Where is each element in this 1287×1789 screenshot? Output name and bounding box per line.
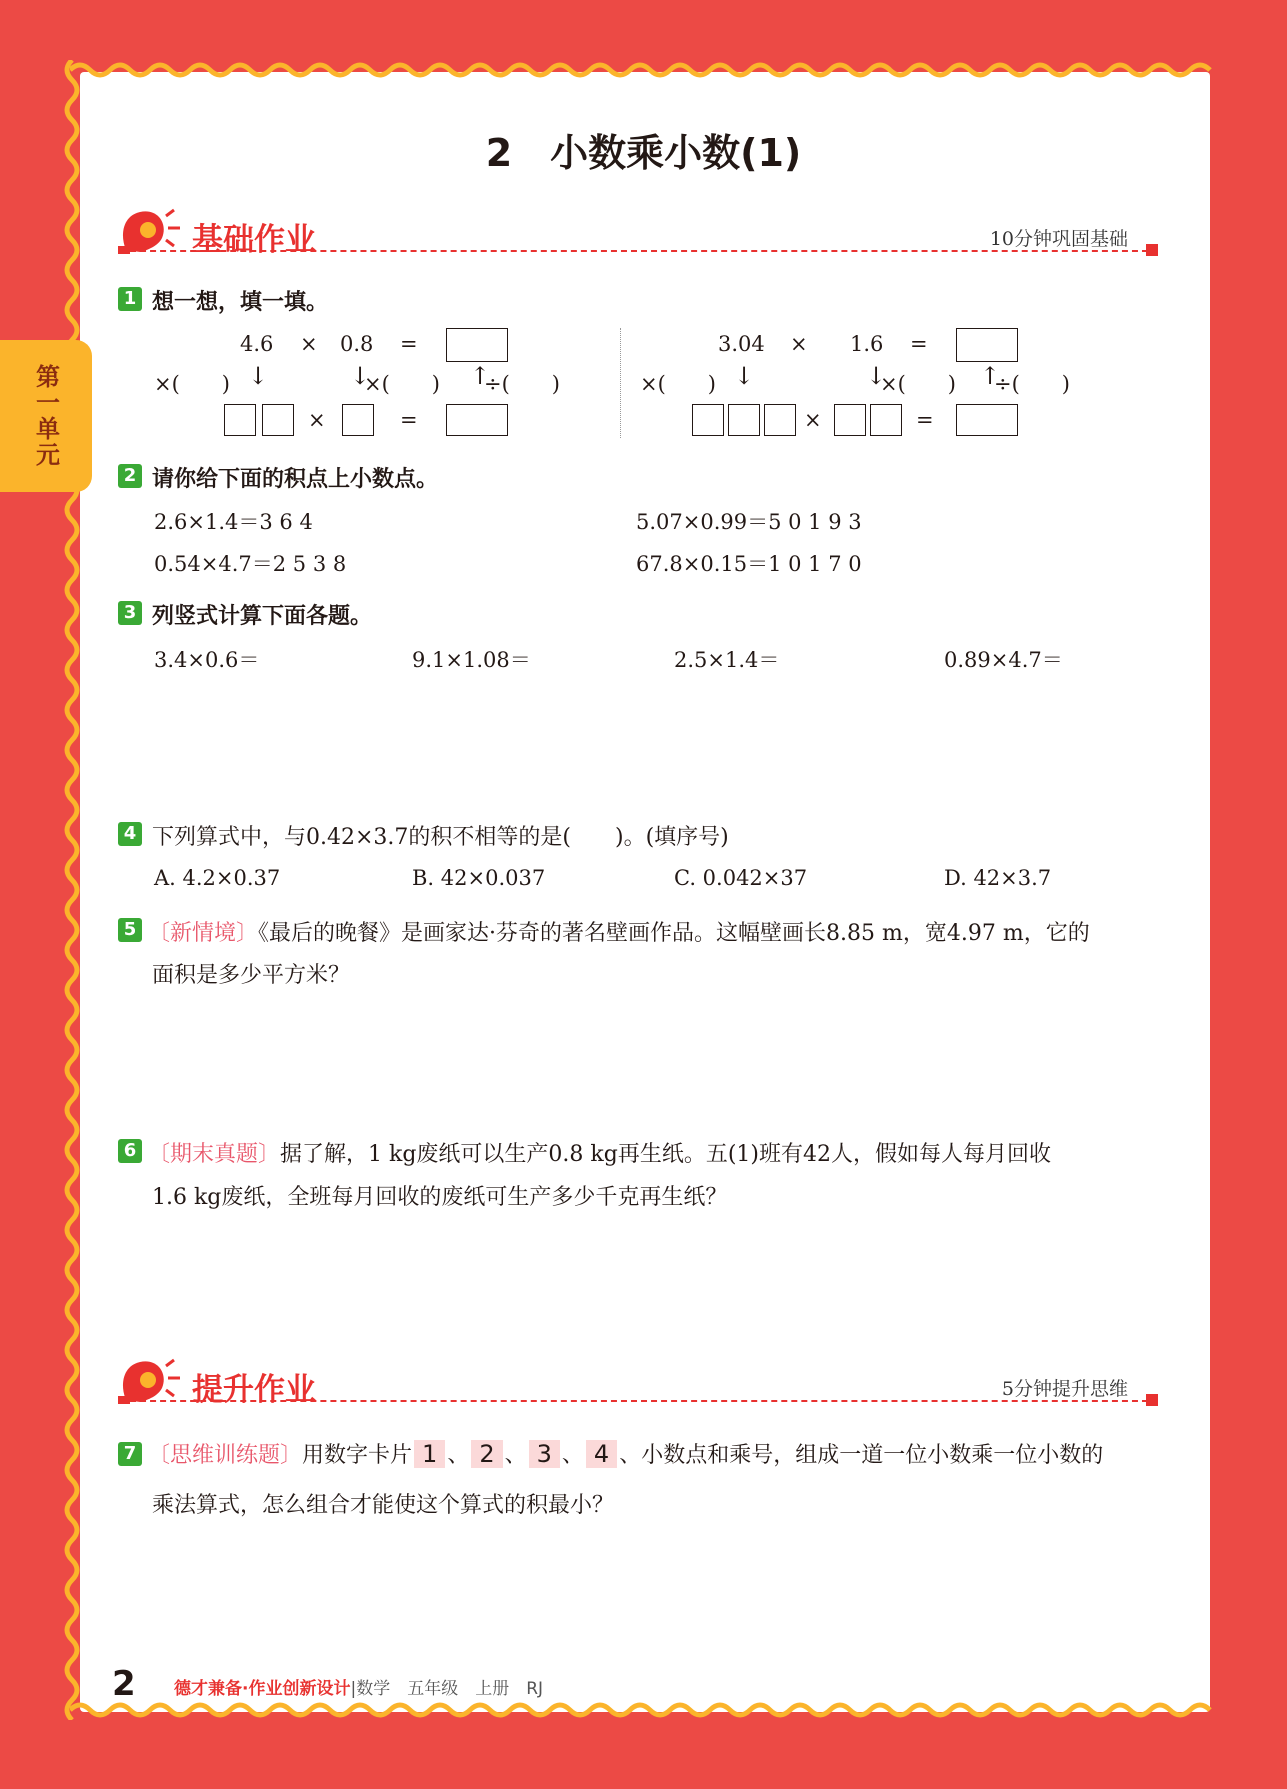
question-number: 1 [118, 287, 142, 311]
section-subtitle: 5分钟提升思维 [1001, 1378, 1128, 1400]
answer-box[interactable] [956, 328, 1018, 362]
answer-box[interactable] [446, 328, 508, 362]
digit-box[interactable] [834, 404, 866, 436]
q3-item: 0.89×4.7＝ [944, 648, 1063, 672]
question-number: 6 [118, 1139, 142, 1163]
q3-item: 3.4×0.6＝ [154, 648, 260, 672]
option-b: B. 42×0.037 [412, 866, 546, 890]
digit-box[interactable] [692, 404, 724, 436]
digit-box[interactable] [870, 404, 902, 436]
factor-b: 1.6 [850, 332, 884, 356]
number-card: 2 [471, 1440, 502, 1468]
question-line: 乘法算式，怎么组合才能使这个算式的积最小？ [152, 1493, 615, 1518]
wavy-border-top [70, 60, 1220, 80]
digit-box[interactable] [262, 404, 294, 436]
rule-end-mark [1146, 244, 1158, 256]
divisor: ÷( ) [994, 372, 1070, 396]
page-title: 2 小数乘小数(1) [485, 131, 802, 175]
factor-a: 3.04 [718, 332, 765, 356]
question-text: 列竖式计算下面各题。 [152, 604, 373, 629]
option-c: C. 0.042×37 [674, 866, 808, 890]
q2-item: 2.6×1.4＝3 6 4 [154, 510, 313, 534]
question-line: 、小数点和乘号，组成一道一位小数乘一位小数的 [619, 1443, 1104, 1468]
question-line: 1.6 kg废纸，全班每月回收的废纸可生产多少千克再生纸？ [152, 1185, 728, 1210]
page-number: 2 [112, 1664, 136, 1704]
arrow-up-icon: ↑ [470, 362, 491, 390]
question-text: 想一想，填一填。 [152, 290, 329, 315]
digit-box[interactable] [764, 404, 796, 436]
equals-sign: = [400, 332, 418, 356]
multiplier-right: ×( ) [880, 372, 956, 396]
arrow-up-icon: ↑ [980, 362, 1001, 390]
wavy-border-bottom [70, 1700, 1220, 1720]
times-sign: × [308, 408, 326, 432]
wavy-border-left [62, 60, 82, 1720]
digit-box[interactable] [342, 404, 374, 436]
digit-box[interactable] [728, 404, 760, 436]
arrow-down-icon: ↓ [350, 362, 371, 390]
question-number: 7 [118, 1442, 142, 1466]
section-header-basic [118, 206, 1158, 266]
separator: 、 [561, 1443, 584, 1468]
q2-item: 67.8×0.15＝1 0 1 7 0 [636, 552, 862, 576]
question-tag: 〔期末真题〕 [148, 1142, 281, 1167]
question-text [148, 1438, 1103, 1469]
section-subtitle: 10分钟巩固基础 [989, 228, 1128, 250]
question-text: 请你给下面的积点上小数点。 [152, 467, 439, 492]
unit-tab-label: 第一单元 [31, 364, 60, 468]
section-rule [120, 1400, 1158, 1402]
footer-book-info: |数学 五年级 上册 RJ [350, 1679, 544, 1699]
question-number: 2 [118, 464, 142, 488]
question-text [148, 916, 1090, 947]
answer-box[interactable] [956, 404, 1018, 436]
times-sign: × [790, 332, 808, 356]
unit-tab [0, 340, 92, 492]
factor-a: 4.6 [240, 332, 274, 356]
number-card: 3 [529, 1440, 560, 1468]
option-a: A. 4.2×0.37 [154, 866, 281, 890]
digit-box[interactable] [224, 404, 256, 436]
q3-item: 2.5×1.4＝ [674, 648, 780, 672]
rule-end-mark [1146, 1394, 1158, 1406]
section-title: 基础作业 [192, 222, 316, 258]
multiplier-right: ×( ) [364, 372, 440, 396]
times-sign: × [804, 408, 822, 432]
q2-item: 0.54×4.7＝2 5 3 8 [154, 552, 347, 576]
separator: 、 [447, 1443, 470, 1468]
equals-sign: = [400, 408, 418, 432]
arrow-down-icon: ↓ [248, 362, 269, 390]
answer-box[interactable] [446, 404, 508, 436]
divisor: ÷( ) [484, 372, 560, 396]
question-text [148, 1137, 1051, 1168]
factor-b: 0.8 [340, 332, 374, 356]
divider [620, 328, 621, 438]
separator: 、 [504, 1443, 527, 1468]
question-line: 用数字卡片 [302, 1443, 413, 1468]
section-header-advanced [118, 1356, 1158, 1416]
question-line: 《最后的晚餐》是画家达·芬奇的著名壁画作品。这幅壁画长8.85 m，宽4.97 m，它的 [258, 921, 1090, 946]
question-line: 据了解，1 kg废纸可以生产0.8 kg再生纸。五(1)班有42人，假如每人每月回收 [280, 1142, 1051, 1167]
arrow-down-icon: ↓ [866, 362, 887, 390]
question-number: 3 [118, 601, 142, 625]
number-card: 4 [586, 1440, 617, 1468]
question-text: 下列算式中，与0.42×3.7的积不相等的是( )。(填序号) [152, 825, 729, 850]
footer-brand: 德才兼备·作业创新设计 [174, 1679, 351, 1699]
multiplier-left: ×( ) [154, 372, 230, 396]
times-sign: × [300, 332, 318, 356]
section-rule [120, 250, 1158, 252]
question-line: 面积是多少平方米？ [152, 963, 351, 988]
number-card: 1 [414, 1440, 445, 1468]
option-d: D. 42×3.7 [944, 866, 1052, 890]
q2-item: 5.07×0.99＝5 0 1 9 3 [636, 510, 862, 534]
equals-sign: = [916, 408, 934, 432]
multiplier-left: ×( ) [640, 372, 716, 396]
question-number: 4 [118, 822, 142, 846]
section-title: 提升作业 [192, 1372, 316, 1408]
rule-start-mark [118, 246, 130, 254]
question-number: 5 [118, 918, 142, 942]
arrow-down-icon: ↓ [734, 362, 755, 390]
equals-sign: = [910, 332, 928, 356]
footer-text [174, 1674, 543, 1699]
question-tag: 〔新情境〕 [148, 921, 259, 946]
rule-start-mark [118, 1396, 130, 1404]
question-tag: 〔思维训练题〕 [148, 1443, 303, 1468]
q3-item: 9.1×1.08＝ [412, 648, 531, 672]
